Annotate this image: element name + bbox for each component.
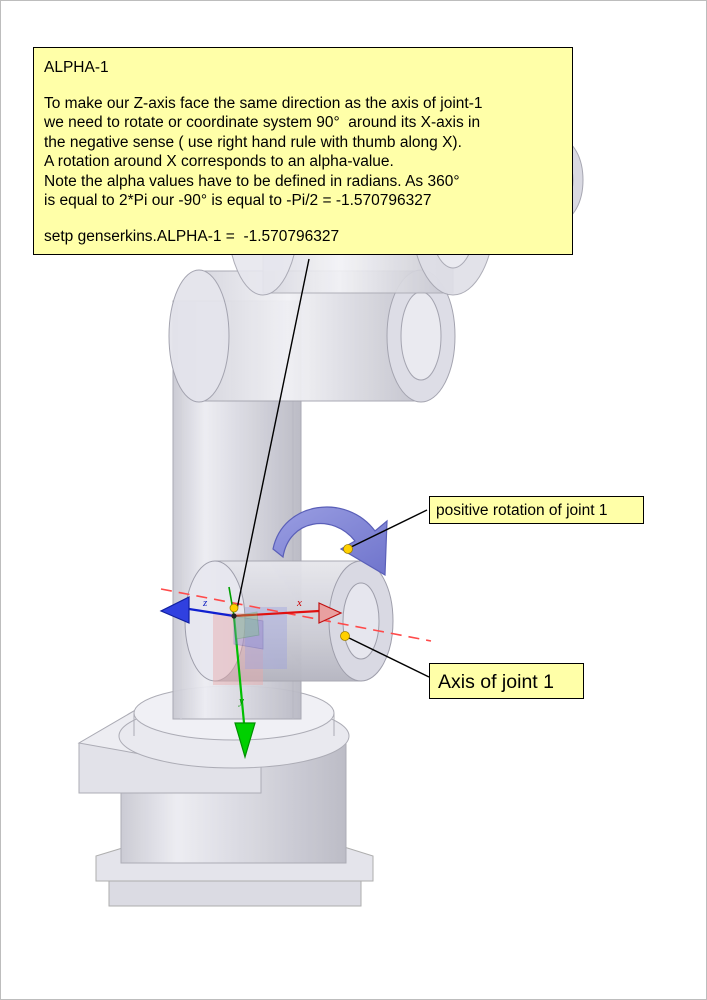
axis-label-z: z	[203, 597, 208, 609]
alpha-note-line-6: is equal to 2*Pi our -90° is equal to -Pi/2 = -1.570796327	[44, 192, 432, 209]
alpha-note-heading: ALPHA-1	[44, 59, 109, 76]
axis-label-x: x	[297, 597, 302, 609]
alpha-note-line-1: To make our Z-axis face the same direction as the axis of joint-1	[44, 94, 483, 112]
axis-label-y: y	[239, 695, 244, 707]
label-positive-rotation: positive rotation of joint 1	[429, 496, 644, 524]
alpha-note-line-5: Note the alpha values have to be defined in radians. As 360°	[44, 172, 460, 190]
alpha-note-setp-command: setp genserkins.ALPHA-1 = -1.570796327	[44, 227, 340, 245]
alpha-note-line-2: we need to rotate or coordinate system 90° around its X-axis in	[44, 114, 481, 131]
alpha-note-line-4: A rotation around X corresponds to an alpha-value.	[44, 153, 394, 170]
joint1-housing	[185, 561, 393, 685]
label-axis-of-joint-1: Axis of joint 1	[429, 663, 584, 699]
alpha-note-line-3: the negative sense ( use right hand rule with thumb along X).	[44, 133, 462, 151]
alpha-1-note	[33, 47, 573, 255]
